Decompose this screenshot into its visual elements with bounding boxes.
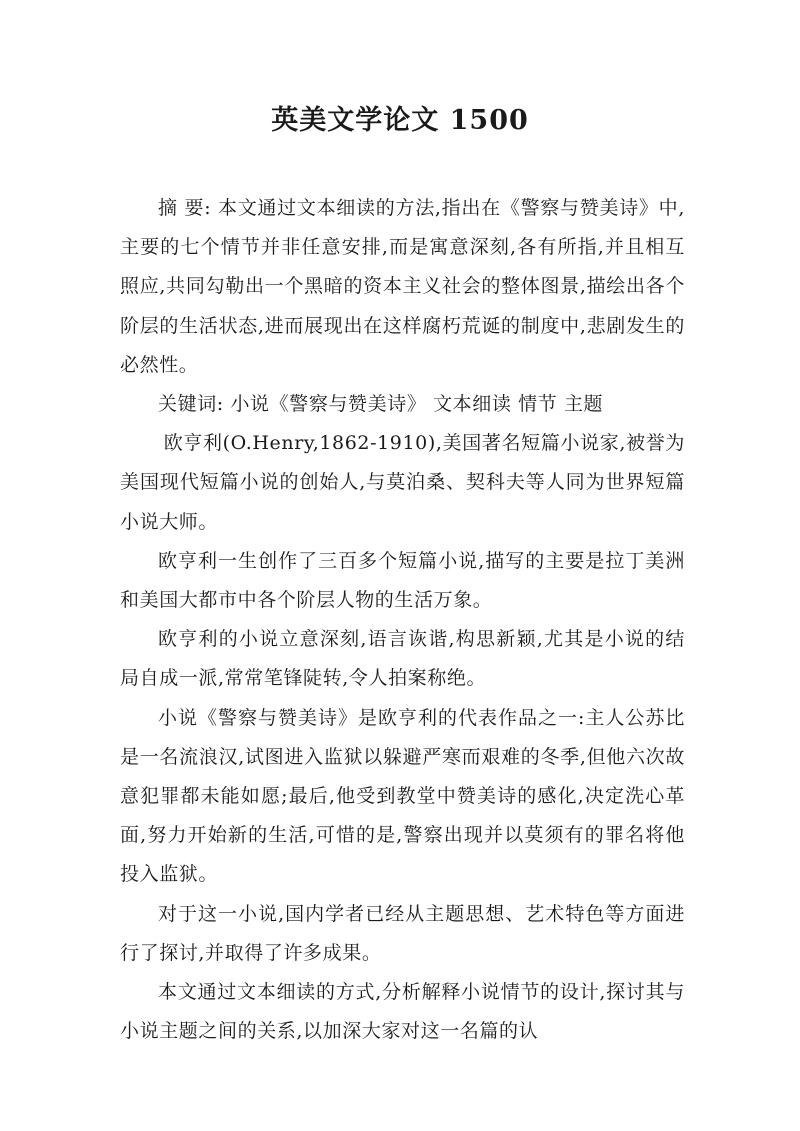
body-paragraph: 对于这一小说,国内学者已经从主题思想、艺术特色等方面进行了探讨,并取得了许多成果。 — [120, 902, 685, 964]
document-body — [120, 189, 685, 1051]
abstract-paragraph: 摘 要: 本文通过文本细读的方法,指出在《警察与赞美诗》中,主要的七个情节并非任意安排,而是寓意深刻,各有所指,并且相互照应,共同勾勒出一个黑暗的资本主义社会的整体图景,描绘出各个阶层的生活状态,进而展现出在这样腐朽荒诞的制度中,悲剧发生的必然性。 — [120, 197, 685, 376]
body-paragraph: 本文通过文本细读的方式,分析解释小说情节的设计,探讨其与小说主题之间的关系,以加深大家对这一名篇的认 — [120, 981, 685, 1043]
body-paragraph: 欧亨利一生创作了三百多个短篇小说,描写的主要是拉丁美洲和美国大都市中各个阶层人物的生活万象。 — [120, 549, 685, 612]
document-title: 英美文学论文 1500 — [271, 105, 529, 136]
body-paragraph: 欧亨利(O.Henry,1862-1910),美国著名短篇小说家,被誉为美国现代短篇小说的创始人,与莫泊桑、契科夫等人同为世界短篇小说大师。 — [120, 432, 685, 533]
body-paragraph: 欧亨利的小说立意深刻,语言诙谐,构思新颖,尤其是小说的结局自成一派,常常笔锋陡转,令人拍案称绝。 — [120, 628, 685, 690]
body-paragraph: 小说《警察与赞美诗》是欧亨利的代表作品之一:主人公苏比是一名流浪汉,试图进入监狱以躲避严寒而艰难的冬季,但他六次故意犯罪都未能如愿;最后,他受到教堂中赞美诗的感化,决定洗心革面,努力开始新的生活,可惜的是,警察出现并以莫须有的罪名将他投入监狱。 — [120, 706, 685, 886]
keywords-line: 关键词: 小说《警察与赞美诗》 文本细读 情节 主题 — [158, 393, 604, 416]
